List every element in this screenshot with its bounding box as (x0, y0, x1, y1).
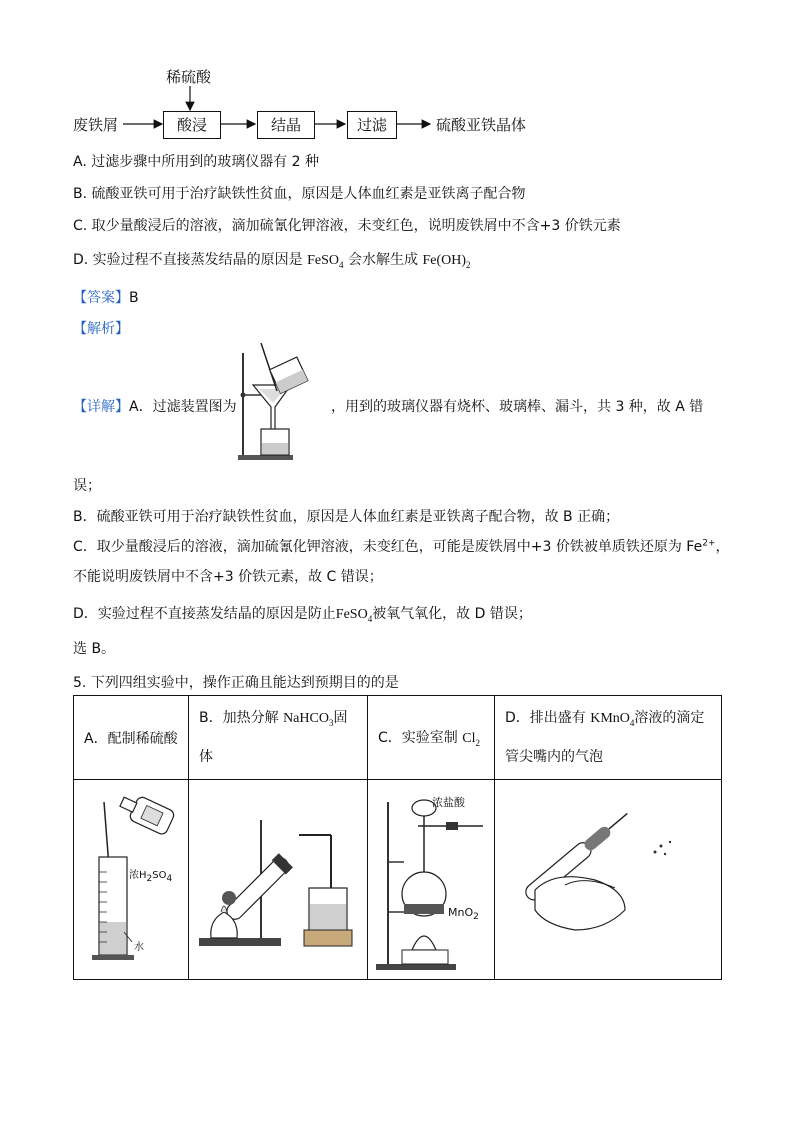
detail-a-post: ，用到的玻璃仪器有烧杯、玻璃棒、漏斗，共 3 种，故 A 错 (331, 399, 704, 415)
q5-image-d (495, 780, 722, 980)
detail-a-cont: 误； (73, 478, 101, 494)
filter-apparatus-image (233, 343, 323, 465)
chlorine-generator-image (368, 782, 494, 977)
detail-c1: C．取少量酸浸后的溶液，滴加硫氰化钾溶液，未变红色，可能是废铁屑中+3 价铁被单质铁还原为 $Fe^{2+}$， (73, 538, 730, 555)
answer-label: 【答案】 (73, 290, 129, 306)
analysis-label: 【解析】 (73, 321, 129, 337)
answer-line (73, 287, 139, 307)
flow-output: 硫酸亚铁晶体 (436, 116, 527, 134)
detail-d: D．实验过程不直接蒸发结晶的原因是防止FeSO$_4$被氧气氧化，故 D 错误； (73, 606, 532, 624)
detail-select: 选 B。 (73, 641, 116, 657)
detail-label: 【详解】 (73, 399, 129, 415)
q5-image-c: 浓盐酸 MnO$_2$ (368, 780, 495, 980)
detail-c2: 不能说明废铁屑中不含+3 价铁元素，故 C 错误； (73, 569, 383, 585)
option-d: D. 实验过程不直接蒸发结晶的原因是 FeSO$_4$ 会水解生成 $Fe(OH)_2$ (73, 252, 471, 270)
option-c: C. 取少量酸浸后的溶液，滴加硫氰化钾溶液，未变红色，说明废铁屑中不含+3 价铁元素 (73, 218, 621, 234)
option-b: B. 硫酸亚铁可用于治疗缺铁性贫血，原因是人体血红素是亚铁离子配合物 (73, 186, 526, 202)
flow-input: 废铁屑 (73, 116, 119, 134)
q5-cell-d: D．排出盛有 KMnO$_4$溶液的滴定 管尖嘴内的气泡 (495, 696, 722, 780)
q5-table (73, 695, 722, 980)
q5-cell-c: C．实验室制 $Cl_2$ (368, 696, 495, 780)
option-a: A. 过滤步骤中所用到的玻璃仪器有 2 种 (73, 154, 320, 170)
flow-step-acid-leach: 酸浸 (163, 111, 221, 139)
q5-cell-a: A．配制稀硫酸 (74, 696, 189, 780)
detail-a-line: 【详解】A．过滤装置图为 (73, 399, 237, 415)
burette-hand-image (495, 780, 721, 975)
detail-b: B．硫酸亚铁可用于治疗缺铁性贫血，原因是人体血红素是亚铁离子配合物，故 B 正确； (73, 509, 620, 525)
flow-reagent: 稀硫酸 (166, 68, 212, 86)
flow-step-filter: 过滤 (347, 111, 397, 139)
answer-value: B (129, 290, 139, 306)
q5-cell-b: B．加热分解 NaHCO$_3$固 体 (189, 696, 368, 780)
q5-image-b (189, 780, 368, 980)
q5-stem: 5. 下列四组实验中，操作正确且能达到预期目的的是 (73, 675, 399, 691)
flow-step-crystallize: 结晶 (257, 111, 315, 139)
q5-image-a: 浓$H_2SO_4$ 水 (74, 780, 189, 980)
heating-apparatus-image (189, 780, 367, 975)
